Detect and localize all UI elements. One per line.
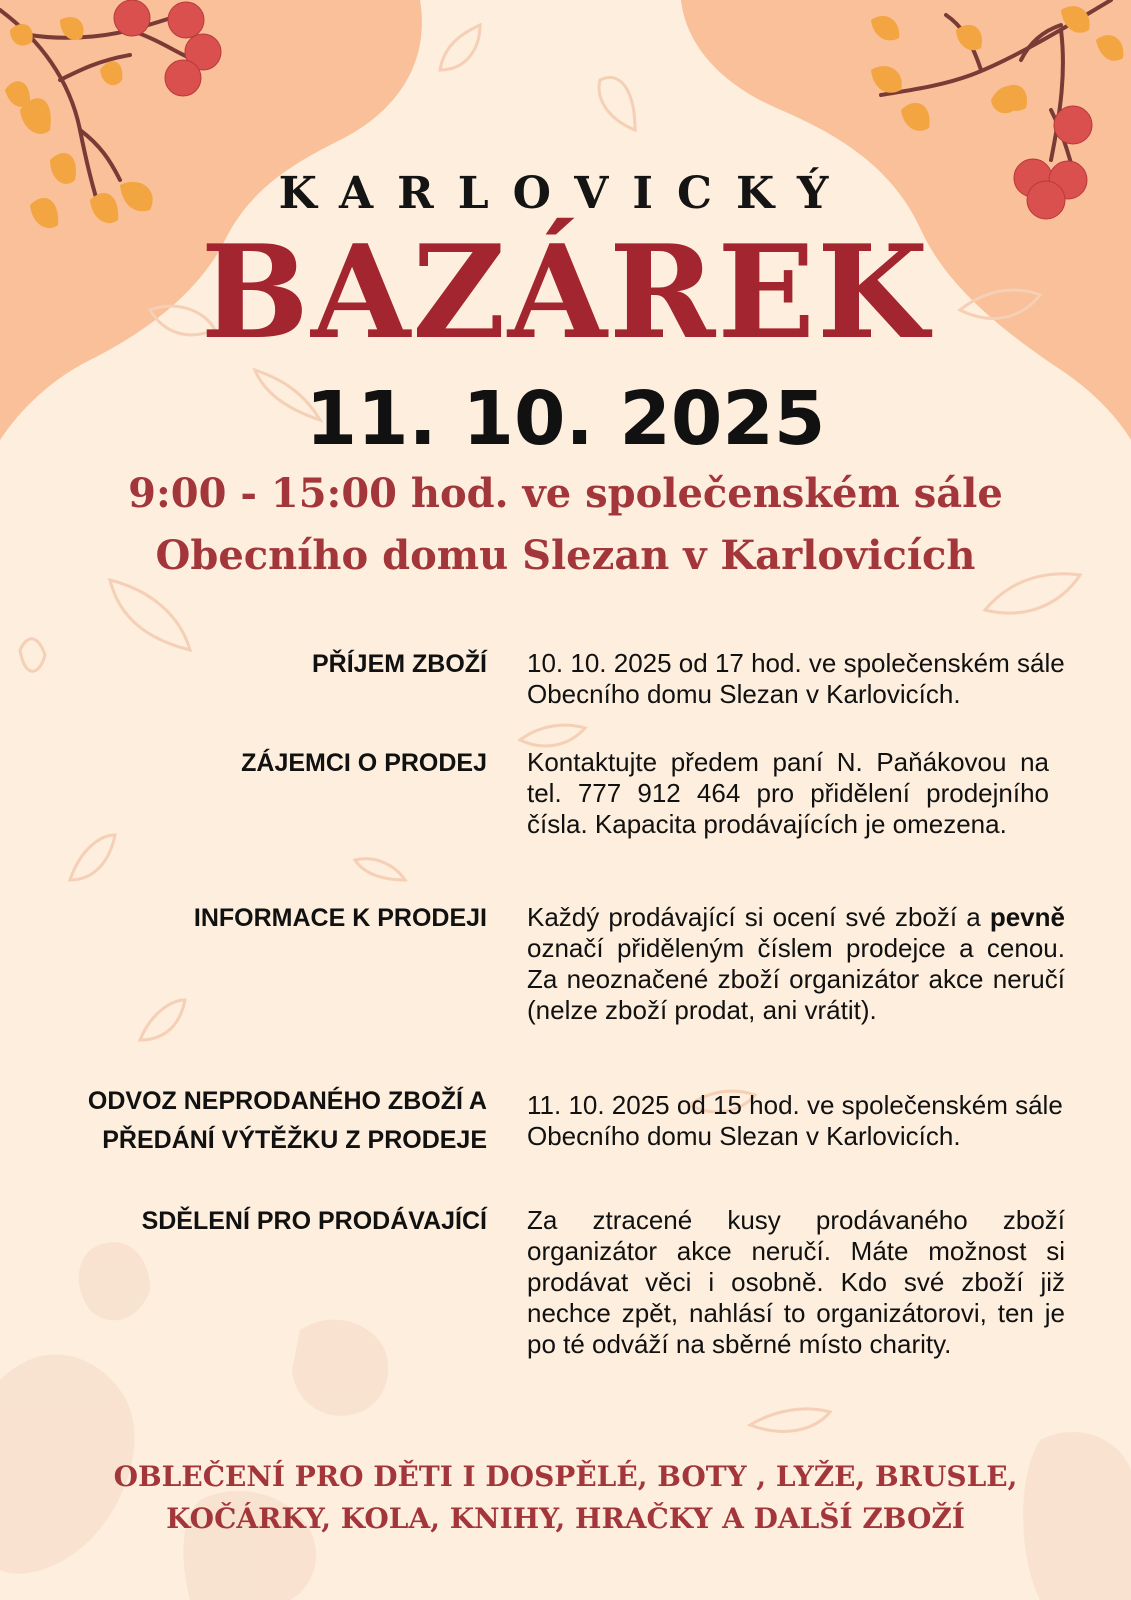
info-value-text-end: označí přiděleným číslem prodejce a cenou. Za neoznačené zboží organizátor akce neručí (nelze zboží prodat, ani vrátit). (527, 933, 1065, 1025)
info-label: ZÁJEMCI O PRODEJ (241, 749, 487, 777)
event-time-place-line2: Obecního domu Slezan v Karlovicích (155, 532, 976, 579)
info-value-emphasis: pevně (989, 902, 1065, 932)
info-value-text-start: Každý prodávající si ocení své zboží a (527, 902, 981, 932)
pre-title: KARLOVICKÝ (278, 168, 853, 219)
info-label (30, 1082, 487, 1160)
info-label: INFORMACE K PRODEJI (193, 904, 487, 932)
footer-goods-line1: OBLEČENÍ PRO DĚTI I DOSPĚLÉ, BOTY , LYŽE, BRUSLE, (113, 1460, 1018, 1493)
event-time-place-line1: 9:00 - 15:00 hod. ve společenském sále (128, 470, 1003, 517)
info-value: Kontaktujte předem paní N. Paňákovou na tel. 777 912 464 pro přidělení prodejního čísla. Kapacita prodávajících je omezena. (527, 747, 1049, 839)
footer-goods-line2: KOČÁRKY, KOLA, KNIHY, HRAČKY A DALŠÍ ZBOŽÍ (166, 1502, 965, 1535)
main-title: BAZÁREK (200, 218, 931, 368)
info-value: 10. 10. 2025 od 17 hod. ve společenském sále Obecního domu Slezan v Karlovicích. (527, 648, 1065, 709)
info-value (527, 902, 1065, 1026)
event-date: 11. 10. 2025 (305, 376, 826, 462)
info-label: PŘÍJEM ZBOŽÍ (311, 650, 487, 678)
info-label: SDĚLENÍ PRO PRODÁVAJÍCÍ (141, 1207, 487, 1235)
info-value: Za ztracené kusy prodávaného zboží organizátor akce neručí. Máte možnost si prodávat věci i osobně. Kdo své zboží již nechce zpět, nahlásí to organizátorovi, ten je po té odváží na sběrné místo charity. (527, 1205, 1065, 1359)
info-label-line2: PŘEDÁNÍ VÝTĚŽKU Z PRODEJE (102, 1126, 487, 1154)
info-label-line1: ODVOZ NEPRODANÉHO ZBOŽÍ A (87, 1087, 487, 1115)
info-value: 11. 10. 2025 od 15 hod. ve společenském sále Obecního domu Slezan v Karlovicích. (527, 1090, 1063, 1151)
